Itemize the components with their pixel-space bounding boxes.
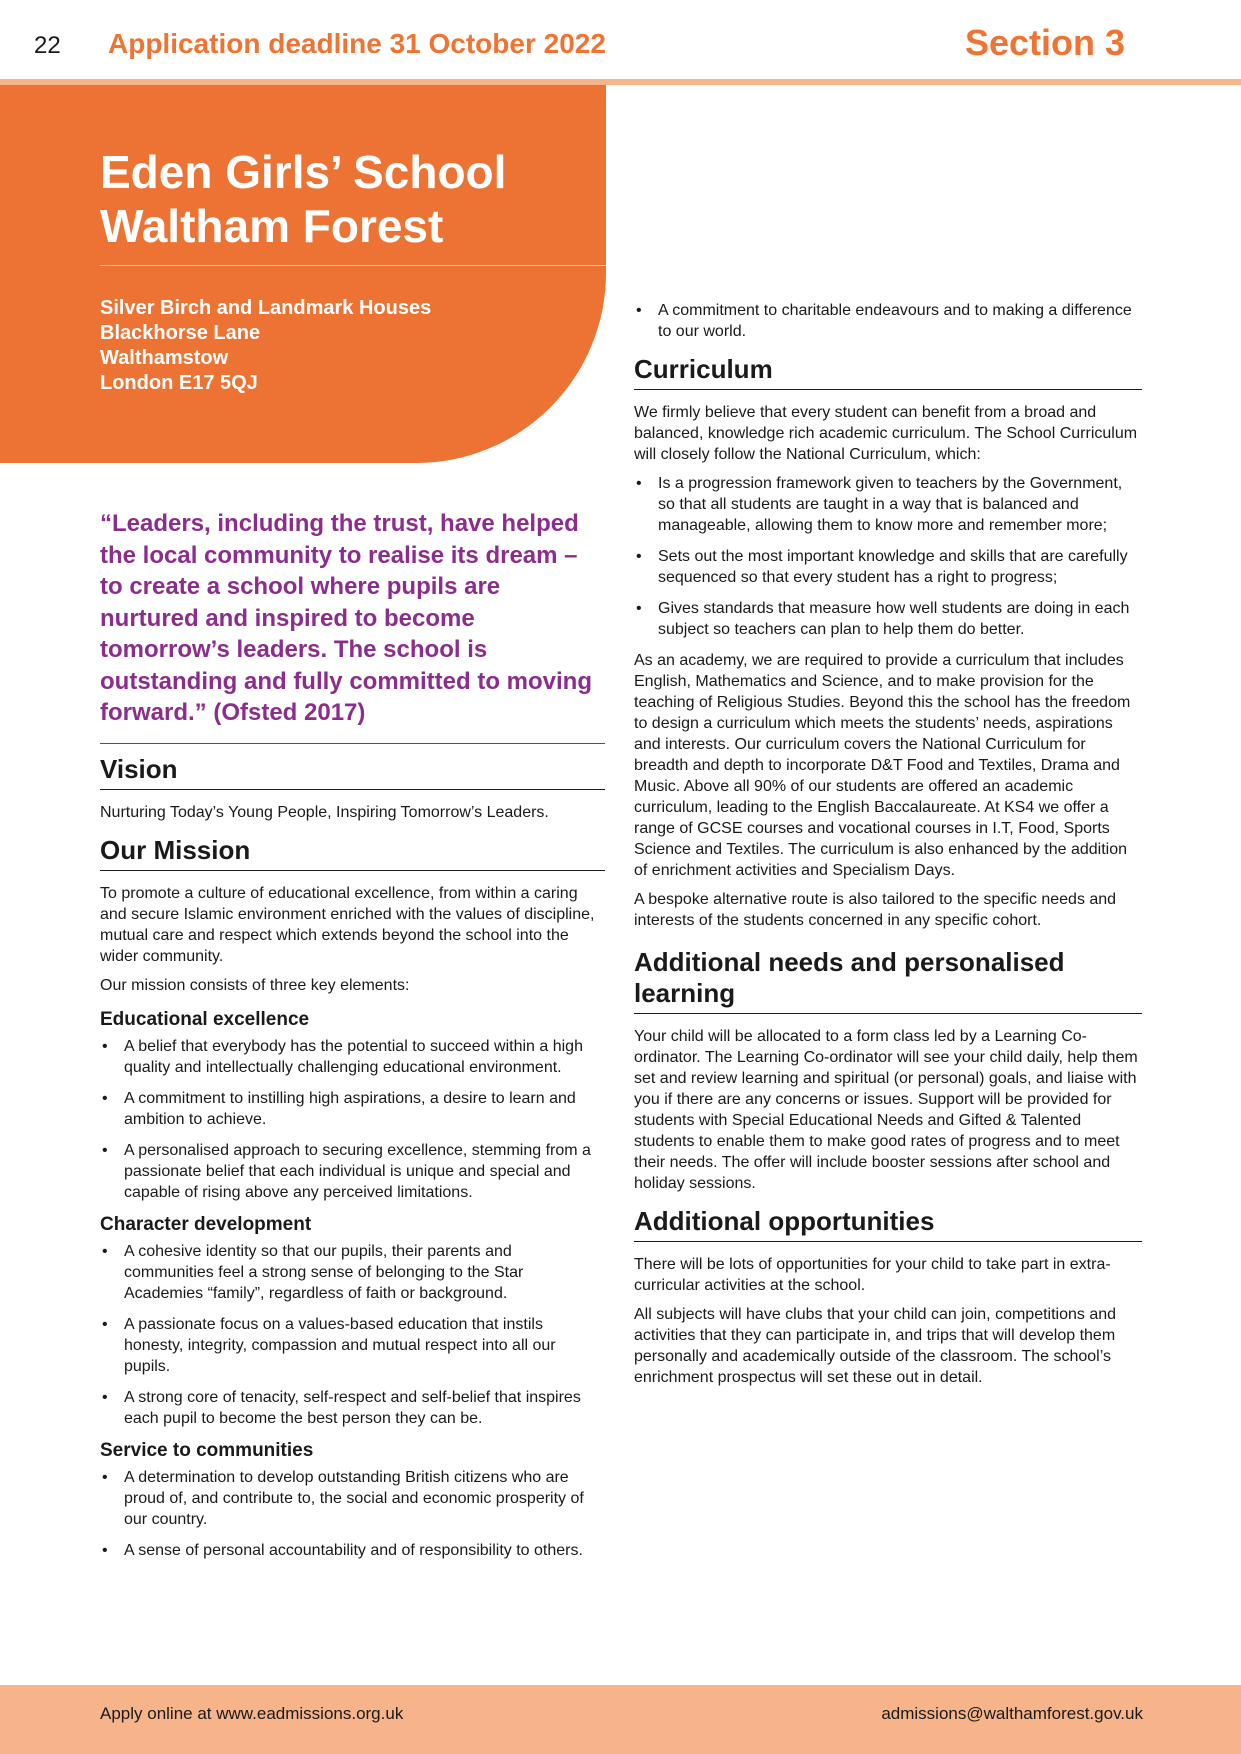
list-item: • A belief that everybody has the potential to succeed within a high quality and intellectually challenging educational environment.	[100, 1036, 605, 1078]
curriculum-paragraph: A bespoke alternative route is also tailored to the specific needs and interests of the students concerned in any specific cohort.	[634, 891, 1117, 929]
list-item: • A passionate focus on a values-based education that instils honesty, integrity, compassion and mutual respect into all our pupils.	[100, 1314, 605, 1377]
application-deadline: Application deadline 31 October 2022	[108, 28, 606, 59]
additional-needs-divider	[634, 1013, 1142, 1014]
list-item: • A commitment to charitable endeavours and to making a difference to our world.	[634, 300, 1142, 342]
character-development-heading: Character development	[100, 1213, 312, 1235]
vision-divider	[100, 789, 605, 790]
service-to-communities-list	[100, 1467, 605, 1561]
mission-intro: To promote a culture of educational excellence, from within a caring and secure Islamic environment enriched with the values of discipline, mutual care and respect which extends beyond the school into the wider community.	[100, 884, 595, 965]
character-development-list	[100, 1241, 605, 1429]
panel-divider	[100, 265, 606, 266]
vision-heading: Vision	[100, 753, 178, 784]
additional-needs-text: Your child will be allocated to a form class led by a Learning Co-ordinator. The Learning Co-ordinator will see your child daily, help them set and review learning and spiritual (or personal) goals, and liaise with you if there are any concerns or issues. Support will be provided for students with Special Educational Needs and Gifted & Talented students to enable them to make good rates of progress and to meet their needs. The offer will include booster sessions after school and holiday sessions.	[634, 1028, 1138, 1192]
list-item: • A commitment to instilling high aspirations, a desire to learn and ambition to achieve.	[100, 1088, 605, 1130]
school-title-panel	[0, 85, 606, 463]
additional-needs-heading: Additional needs and personalised learning	[634, 947, 1065, 1008]
address-line: Blackhorse Lane	[100, 322, 261, 344]
list-item: • A strong core of tenacity, self-respect and self-belief that inspires each pupil to become the best person they can be.	[100, 1387, 605, 1429]
curriculum-divider	[634, 389, 1142, 390]
school-name	[100, 145, 600, 253]
list-item: • A determination to develop outstanding British citizens who are proud of, and contribute to, the social and economic prosperity of our country.	[100, 1467, 605, 1530]
service-to-communities-heading: Service to communities	[100, 1439, 314, 1461]
list-item: • Is a progression framework given to teachers by the Government, so that all students are taught in a way that is balanced and manageable, allowing them to know more and remember more;	[634, 473, 1142, 536]
vision-text: Nurturing Today’s Young People, Inspiring Tomorrow’s Leaders.	[100, 803, 549, 821]
service-to-communities-list-continued	[634, 300, 1142, 342]
list-item: • A personalised approach to securing excellence, stemming from a passionate belief that each individual is unique and special and capable of rising above any perceived limitations.	[100, 1140, 605, 1203]
educational-excellence-heading: Educational excellence	[100, 1008, 310, 1030]
address-line: London E17 5QJ	[100, 372, 258, 394]
right-column	[634, 300, 1142, 1396]
list-item: • A cohesive identity so that our pupils, their parents and communities feel a strong sense of belonging to the Star Academies “family”, regardless of faith or background.	[100, 1241, 605, 1304]
mission-heading: Our Mission	[100, 834, 251, 865]
address-line: Walthamstow	[100, 347, 229, 369]
additional-opportunities-text: There will be lots of opportunities for your child to take part in extra-curricular activities at the school.	[634, 1256, 1111, 1294]
curriculum-heading: Curriculum	[634, 354, 773, 384]
list-item: • Sets out the most important knowledge and skills that are carefully sequenced so that every student has a right to progress;	[634, 546, 1142, 588]
left-column	[100, 508, 605, 1571]
educational-excellence-list	[100, 1036, 605, 1203]
quote-divider	[100, 743, 605, 744]
ofsted-quote: “Leaders, including the trust, have helped the local community to realise its dream – to create a school where pupils are nurtured and inspired to become tomorrow’s leaders. The school is outstanding and fully committed to moving forward.” (Ofsted 2017)	[100, 510, 592, 726]
mission-divider	[100, 870, 605, 871]
page-header	[0, 0, 1241, 80]
additional-opportunities-heading: Additional opportunities	[634, 1206, 935, 1236]
additional-opportunities-divider	[634, 1241, 1142, 1242]
curriculum-intro: We firmly believe that every student can benefit from a broad and balanced, knowledge rich academic curriculum. The School Curriculum will closely follow the National Curriculum, which:	[634, 404, 1138, 463]
curriculum-list	[634, 473, 1142, 640]
mission-elements-intro: Our mission consists of three key elements:	[100, 976, 410, 994]
additional-opportunities-text: All subjects will have clubs that your child can join, competitions and activities that they can participate in, and trips that will develop them personally and academically outside of the classroom. The school’s enrichment prospectus will set these out in detail.	[634, 1306, 1117, 1386]
list-item: • A sense of personal accountability and of responsibility to others.	[100, 1540, 605, 1561]
page-footer	[0, 1685, 1241, 1754]
page-number: 22	[34, 32, 61, 59]
contact-email-link[interactable]: admissions@walthamforest.gov.uk	[881, 1704, 1143, 1723]
school-name-line-2: Waltham Forest	[100, 200, 444, 252]
section-label: Section 3	[964, 22, 1125, 63]
address-line: Silver Birch and Landmark Houses	[100, 297, 432, 319]
school-address	[100, 296, 431, 396]
list-item: • Gives standards that measure how well students are doing in each subject so teachers can plan to help them do better.	[634, 598, 1142, 640]
curriculum-paragraph: As an academy, we are required to provide a curriculum that includes English, Mathematics and Science, and to make provision for the teaching of Religious Studies. Beyond this the school has the freedom to design a curriculum which meets the students’ needs, aspirations and interests. Our curriculum covers the National Curriculum for breadth and depth to incorporate D&T Food and Textiles, Drama and Music. Above all 90% of our students are offered an academic curriculum, leading to the English Baccalaureate. At KS4 we offer a range of GCSE courses and vocational courses in I.T, Food, Sports Science and Textiles. The curriculum is also enhanced by the addition of enrichment activities and Specialism Days.	[634, 652, 1131, 879]
apply-online-link[interactable]: Apply online at www.eadmissions.org.uk	[100, 1704, 404, 1723]
school-name-line-1: Eden Girls’ School	[100, 146, 507, 198]
